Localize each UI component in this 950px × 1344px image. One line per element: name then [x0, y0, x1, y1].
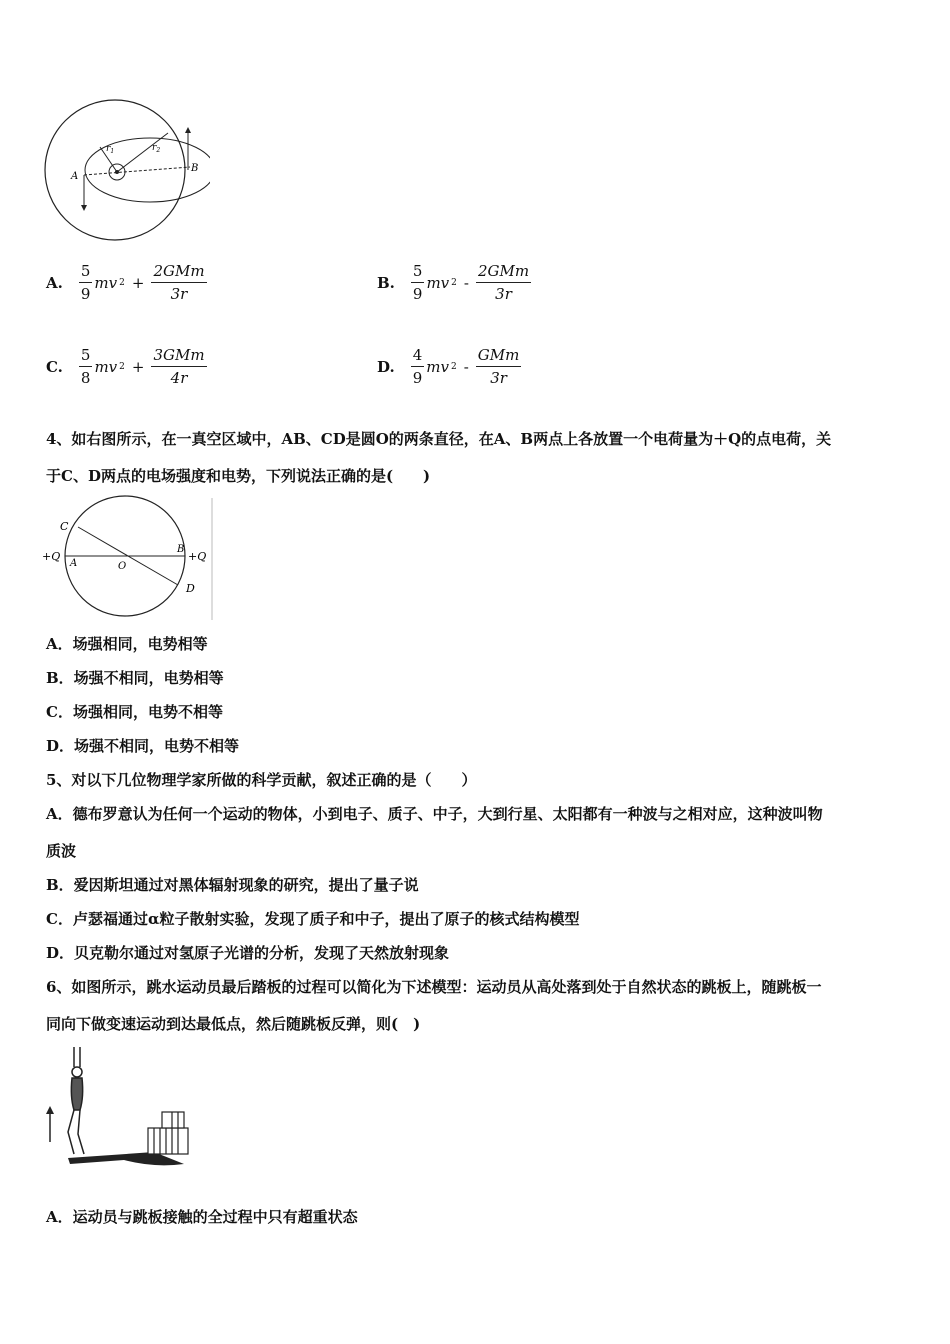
q5-option-a-line1: A．德布罗意认为任何一个运动的物体，小到电子、质子、中子，大到行星、太阳都有一种波与之相对应，这种波叫物	[46, 805, 823, 823]
diver-icon	[68, 1047, 84, 1154]
option-d-label: D.	[377, 357, 395, 376]
q5-option-a-line2: 质波	[46, 842, 77, 860]
q4-stem-line2: 于C、D两点的电场强度和电势，下列说法正确的是( )	[46, 467, 431, 485]
label-a: A	[70, 558, 78, 569]
q5-option-c: C．卢瑟福通过α粒子散射实验，发现了质子和中子，提出了原子的核式结构模型	[46, 910, 580, 928]
q6-stem-line1: 6、如图所示，跳水运动员最后踏板的过程可以简化为下述模型：运动员从高处落到处于自然状态的跳板上，随跳板一	[46, 978, 822, 996]
q3-option-d: D. $\frac{4}{9}$ mv 2 - $\frac{\text{GMm}}{3r}$	[377, 346, 520, 387]
q4-option-a: A．场强相同，电势相等	[46, 635, 208, 653]
option-c-label: C.	[46, 357, 63, 376]
diver-figure	[44, 1042, 194, 1172]
arrow-b	[185, 127, 191, 133]
axis-dashed	[84, 167, 190, 175]
label-o: O	[118, 561, 127, 572]
q3-option-a: A. $\frac{5}{9}$ mv 2 + $\frac{\text{2GMm}}{3r}$	[46, 262, 205, 303]
label-left-q: +Q	[42, 550, 61, 563]
label-b: B	[191, 163, 199, 174]
up-arrow-head	[46, 1106, 54, 1114]
q5-option-d: D．贝克勒尔通过对氢原子光谱的分析，发现了天然放射现象	[46, 944, 450, 962]
label-right-q: +Q	[188, 550, 207, 563]
label-d: D	[186, 582, 195, 595]
label-a: A	[71, 171, 79, 182]
label-c: C	[60, 520, 69, 533]
orbit-figure	[40, 95, 210, 245]
q6-stem-line2: 同向下做变速运动到达最低点，然后随跳板反弹，则( )	[46, 1015, 421, 1033]
circle-charges-figure	[40, 494, 220, 622]
label-r2: $r_2$	[152, 143, 161, 154]
option-a-label: A.	[46, 273, 63, 292]
q4-option-d: D．场强不相同，电势不相等	[46, 737, 240, 755]
q4-option-b: B．场强不相同，电势相等	[46, 669, 224, 687]
q6-option-a: A．运动员与跳板接触的全过程中只有超重状态	[46, 1208, 358, 1226]
q5-option-b: B．爱因斯坦通过对黑体辐射现象的研究，提出了量子说	[46, 876, 419, 894]
label-b: B	[177, 544, 185, 555]
q3-option-b: B. $\frac{5}{9}$ mv 2 - $\frac{\text{2GMm}}{3r}$	[377, 262, 530, 303]
r2-line	[117, 133, 168, 172]
q4-stem-line1: 4、如右图所示，在一真空区域中，AB、CD是圆O的两条直径，在A、B两点上各放置一个电荷量为＋Q的点电荷，关	[46, 430, 832, 448]
q5-stem: 5、对以下几位物理学家所做的科学贡献，叙述正确的是（ ）	[46, 771, 477, 789]
label-r1: $r_1$	[106, 144, 115, 155]
arrow-a	[81, 205, 87, 211]
option-b-label: B.	[377, 273, 395, 292]
q3-option-c: C. $\frac{5}{8}$ mv 2 + $\frac{\text{3GMm}}{4r}$	[46, 346, 205, 387]
outer-orbit	[45, 100, 185, 240]
board-support	[148, 1112, 188, 1154]
q4-option-c: C．场强相同，电势不相等	[46, 703, 223, 721]
